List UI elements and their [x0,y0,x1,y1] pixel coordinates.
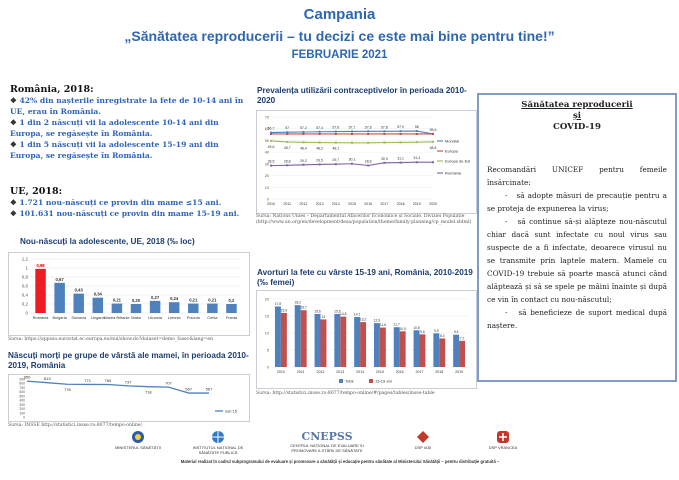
dsp-iasi-emblem-icon [415,430,431,444]
y-tick-label: 900 [19,377,25,382]
point-value-label: 57,2 [299,125,307,130]
x-tick-label: 2019 [412,202,421,206]
bar-value-label: 15,9 [280,308,288,313]
bar [169,302,180,313]
data-point [335,133,337,135]
data-point [383,162,385,164]
bar [131,304,142,313]
bar-value-label: 0,21 [189,297,198,303]
bar [295,305,301,367]
covid-item: - să beneficieze de suport medical după naștere. [487,308,667,330]
data-point [286,133,288,135]
y-tick-label: 800 [19,381,25,386]
point-value-label: 850 [23,375,31,380]
contraceptive-chart-frame [256,110,477,214]
bar-value-label: 10,5 [399,326,406,331]
bar [334,314,340,367]
y-tick-label: 10 [264,331,269,336]
bar [315,314,321,367]
data-point [432,133,434,135]
bar [380,328,386,367]
bar [207,304,218,313]
stillbirths-title: Născuți morți pe grupe de vârstă ale mamei, în perioada 2010-2019, România [8,351,249,370]
x-tick-label: 2015 [348,202,356,206]
y-tick-label: 15 [264,314,269,319]
data-point [416,130,418,132]
x-tick-label: 2018 [435,370,444,374]
bar-value-label: 8,4 [439,333,445,338]
point-value-label: 31,1 [397,156,405,161]
abortion-chart-frame [256,290,477,389]
ue-facts [10,186,248,219]
point-value-label: 48,1 [332,146,340,151]
header-date: FEBRUARIE 2021 [291,49,388,61]
bar [400,331,406,367]
bar [93,298,104,313]
y-tick-label: 20 [264,174,269,179]
x-tick-label: România [32,315,49,320]
data-point [400,133,402,135]
data-point [400,141,402,143]
contraceptive-source: Sursa: Nations Unies – Departamentul Afacerilor Economice și Sociale, Diviziei Populație (http://www.un.org/en/development/desa/population/theme/family-planning/cp_model.shtml) [256,214,472,225]
poster-header [0,6,679,62]
x-tick-label: 2011 [296,370,305,374]
bar [420,334,426,367]
bar [301,310,307,367]
legend-swatch [339,379,343,383]
bar [340,317,346,367]
data-point [270,165,272,167]
y-tick-label: 700 [19,385,25,390]
stillbirths-chart-frame [8,374,250,422]
series-line [27,381,209,393]
bar [394,327,400,367]
header-slogan: „Sănătatea reproducerii – tu decizi ce este mai bine pentru tine!” [124,28,555,44]
data-point [400,130,402,132]
x-tick-label: 2016 [395,370,404,374]
bar-value-label: 17,8 [274,301,282,306]
data-point [270,133,272,135]
point-value-label: 29,2 [299,158,307,163]
bar-value-label: 12,9 [373,318,381,323]
data-point [335,163,337,165]
romania-bullet: ❖ 1 din 2 născuți vii la adolescente 10-14 ani din Europa, se regăsește în România. [10,118,219,138]
teen-births-source: Sursa: https://appsso.eurostat.ec.europa.eu/nui/show.do?dataset=demo_fasec&lang=en [8,337,214,342]
y-tick-label: 100 [19,411,25,416]
data-point [286,164,288,166]
x-tick-label: Cehia [207,315,218,320]
bar-value-label: 14,7 [353,312,361,317]
abortion-source: Sursa: http://statistici.insse.ro:8077/tempo-online/#/pages/tables/insse-table [256,391,435,396]
x-tick-label: 2013 [315,202,324,206]
y-tick-label: 70 [264,115,269,120]
bar-value-label: 15,6 [314,309,321,314]
x-tick-label: Polonia [186,315,200,320]
data-point [383,142,385,144]
point-value-label: 813 [43,376,51,382]
y-tick-label: 0 [25,310,28,316]
data-point [383,133,385,135]
data-point [302,141,304,143]
contraceptive-title: Prevalența utilizării contraceptivelor în perioada 2010-2020 [257,86,467,105]
bar [281,313,287,367]
data-point [367,142,369,144]
legend-label: România [445,170,462,176]
bar [453,335,459,367]
y-tick-label: 5 [266,348,269,353]
abortion-chart [257,291,476,388]
x-tick-label: 2018 [396,202,405,206]
point-value-label: 567 [185,386,193,392]
romania-facts [10,84,248,161]
bar-value-label: 0,20 [131,298,141,303]
point-value-label: 57,4 [316,125,324,130]
y-tick-label: 0,2 [21,301,28,307]
data-point [286,141,288,143]
romania-title: România, 2018: [10,84,94,95]
legend-label: sub 15 [225,408,238,414]
bar-value-label: 14,8 [340,312,347,317]
y-tick-label: 0 [266,365,269,370]
legend-swatch [369,379,373,383]
data-point [367,133,369,135]
bar-value-label: 0,2 [228,298,235,303]
bar [433,333,439,367]
point-value-label: 57 [285,126,290,131]
x-tick-label: 2017 [380,202,389,206]
ue-bullet: ❖ 101.631 nou-născuți ce provin din mame 15-19 ani. [10,209,240,218]
y-tick-label: 1,2 [21,256,28,262]
data-point [432,141,434,143]
bar-value-label: 11,7 [393,322,400,327]
bar [354,317,360,367]
teen-births-title: Nou-născuți la adolescente, UE, 2018 (‰ loc) [20,237,195,246]
point-value-label: 57,8 [364,125,372,130]
covid-title-line2: și [572,111,582,121]
bar-value-label: 18,2 [294,300,301,305]
covid-intro: Recomandări UNICEF pentru femeile însărcinate: [487,165,667,187]
bar-value-label: 10,8 [413,325,420,330]
bar [275,306,281,367]
bar [439,338,445,367]
x-tick-label: 2012 [316,370,325,374]
y-tick-label: 0,6 [21,283,28,289]
point-value-label: 57,7 [348,125,356,130]
point-value-label: 57,8 [380,125,388,130]
bar-value-label: 9,9 [434,328,439,333]
bar [321,319,327,367]
legend-label: Mondial [445,138,460,144]
y-tick-label: 200 [19,407,25,412]
covid-title-line1: Sănătatea reproducerii [521,100,633,110]
point-value-label: 718 [144,389,152,395]
bar-value-label: 14 [321,314,326,319]
romania-bullet: ❖ 42% din nașterile înregistrate la fete de 10-14 ani în UE, erau în România. [10,96,244,116]
data-point [416,133,418,135]
legend-label: Europa de Est [445,158,471,164]
data-point [319,163,321,165]
bar-value-label: 11,6 [379,323,386,328]
point-value-label: 58 [414,125,419,130]
footer-note: Material realizat în cadrul subprogramului de evaluare și promovare a sănătății și educație pentru sănătate al Ministerului Sănătății – pentru distribuție gratuită – [180,459,500,464]
x-tick-label: 2010 [267,202,275,206]
bar-value-label: 9,6 [420,329,425,334]
logo-insp: INSTITUTUL NAȚIONAL DE SĂNĂTATE PUBLICĂ [188,430,248,455]
y-tick-label: 60 [264,127,269,132]
point-value-label: 707 [165,380,172,386]
bar-value-label: 0,98 [36,262,45,268]
bar-value-label: 7,7 [459,336,465,341]
data-point [351,133,353,135]
ministry-emblem-icon [131,430,145,444]
point-value-label: 29,5 [316,158,324,163]
data-point [351,163,353,165]
point-value-label: 28,5 [267,159,275,164]
romania-bullet: ❖ 1 din 5 născuți vii la adolescente 15-19 ani din Europa, se regăsește în România. [10,140,219,160]
point-value-label: 776 [64,387,71,393]
stillbirths-chart [9,375,249,421]
x-tick-label: 2012 [299,202,308,206]
legend-label: Total [345,378,354,384]
y-tick-label: 400 [19,398,25,403]
point-value-label: 49,6 [267,144,275,149]
data-point [416,141,418,143]
x-tick-label: 2013 [336,370,345,374]
bar-value-label: 16,7 [300,305,307,310]
bar-value-label: 0,21 [112,297,121,303]
bar-value-label: 0,43 [74,287,83,293]
data-point [319,142,321,144]
dsp-vrancea-emblem-icon [495,430,511,444]
y-tick-label: 30 [264,162,269,167]
data-point [319,133,321,135]
contraceptive-chart [257,111,476,213]
y-tick-label: 0 [23,415,25,420]
point-value-label: 29,7 [332,158,340,163]
covid-item: - să adopte măsuri de precauție pentru a se proteja de expunerea la virus; [487,191,667,213]
point-value-label: 31,4 [413,156,421,161]
point-value-label: 56,7 [267,126,275,131]
bar [73,294,84,313]
bar-value-label: 0,67 [55,276,64,282]
bar-value-label: 0,24 [170,296,179,302]
point-value-label: 48,2 [316,146,324,151]
data-point [270,140,272,142]
data-point [367,164,369,166]
logo-dsp-iasi: DSP IAȘI [398,430,448,450]
bar [414,330,420,367]
x-tick-label: Bulgaria [52,315,67,320]
y-tick-label: 0 [266,197,269,202]
ue-bullet: ❖ 1.721 nou-născuți ce provin din mame ≤15 ani. [10,198,222,207]
data-point [351,142,353,144]
x-tick-label: 2019 [455,370,464,374]
teen-births-chart-frame [8,252,250,336]
data-point [351,130,353,132]
footer-logos [0,430,679,480]
data-point [367,130,369,132]
x-tick-label: Slovacia [71,315,87,320]
y-tick-label: 500 [19,394,25,399]
data-point [335,142,337,144]
logo-cnepss: CNEPSS CENTRUL NAȚIONAL DE EVALUARE ȘI PROMOVARE A STĂRII DE SĂNĂTATE [290,430,364,453]
bar-value-label: 0,34 [93,291,102,297]
bar [35,269,46,313]
x-tick-label: 2020 [429,202,437,206]
x-tick-label: 2015 [375,370,384,374]
covid-title-line3: COVID-19 [553,122,601,132]
data-point [400,162,402,164]
abortion-title: Avorturi la fete cu vârste 15-19 ani, România, 2010-2019 (‰ femei) [257,268,473,287]
y-tick-label: 0,8 [21,274,28,280]
x-tick-label: Malta [131,315,141,320]
point-value-label: 30,1 [348,157,356,162]
x-tick-label: 2014 [356,370,365,374]
bar [112,304,123,313]
point-value-label: 737 [124,379,132,385]
bar [459,341,465,367]
point-value-label: 55,6 [429,127,437,132]
point-value-label: 28,6 [364,159,372,164]
logo-dsp-vrancea: DSP VRANCEA [478,430,528,450]
point-value-label: 28,8 [283,159,291,164]
logo-ministry: MINISTERUL SĂNĂTĂȚII [108,430,168,450]
x-tick-label: Letonia [167,315,181,320]
covid-box [477,93,677,382]
bar-value-label: 0,21 [208,297,217,303]
bar [226,304,237,313]
y-tick-label: 50 [264,138,269,143]
covid-item: - să continue să-și alăpteze nou-născutul chiar dacă sunt infectate cu noul virus sau suspecte de a fi infectate, deoarece virusul nu se transmite prin laptele matern. Mamele cu COVID-19 trebuie să poarte mască atunci când alăptează și să se spele pe mâini înainte și după ce vin în contact cu nou-născutul; [487,217,667,304]
x-tick-label: 2011 [283,202,292,206]
data-point [302,133,304,135]
teen-births-chart [9,253,249,335]
y-tick-label: 20 [264,297,269,302]
data-point [302,131,304,133]
x-tick-label: Marea Britanie [104,315,130,320]
y-tick-label: 40 [264,150,269,155]
ue-title: UE, 2018: [10,186,63,197]
point-value-label: 57,9 [397,125,405,130]
bar-value-label: 13,2 [359,317,367,322]
bar [54,283,65,313]
bar-value-label: 0,27 [151,294,160,300]
x-tick-label: 2016 [364,202,373,206]
bar [150,301,161,313]
bar-value-label: 9,5 [453,330,459,335]
point-value-label: 771 [84,377,92,383]
data-point [335,131,337,133]
y-tick-label: 300 [19,402,25,407]
header-campaign: Campania [303,6,376,23]
data-point [416,161,418,163]
point-value-label: 48,8 [429,145,437,150]
legend-label: 15-19 ani [375,378,392,384]
x-tick-label: Ungaria [91,315,105,320]
stillbirths-source: Sursa: INSSE http://statistici.insse.ro:8077/tempo-online/ [8,423,143,428]
point-value-label: 48,4 [299,146,307,151]
data-point [319,131,321,133]
bar [374,323,380,367]
point-value-label: 30,9 [380,156,388,161]
bar [360,322,366,367]
data-point [302,164,304,166]
data-point [432,161,434,163]
point-value-label: 567 [205,386,213,392]
x-tick-label: 2014 [331,202,340,206]
bar-value-label: 15,6 [334,309,341,314]
point-value-label: 48,7 [283,145,291,150]
point-value-label: 57,6 [332,125,340,130]
x-tick-label: 2010 [276,370,285,374]
y-tick-label: 10 [264,185,269,190]
legend-label: Europa [445,148,458,154]
data-point [286,131,288,133]
y-tick-label: 1 [25,265,28,271]
x-tick-label: Franța [225,315,238,320]
y-tick-label: 0,4 [21,292,28,298]
y-tick-label: 600 [19,390,25,395]
bar [188,304,199,313]
data-point [383,130,385,132]
insp-globe-icon [210,430,226,444]
point-value-label: 769 [104,378,112,384]
x-tick-label: Lituania [148,315,162,320]
x-tick-label: 2017 [415,370,424,374]
